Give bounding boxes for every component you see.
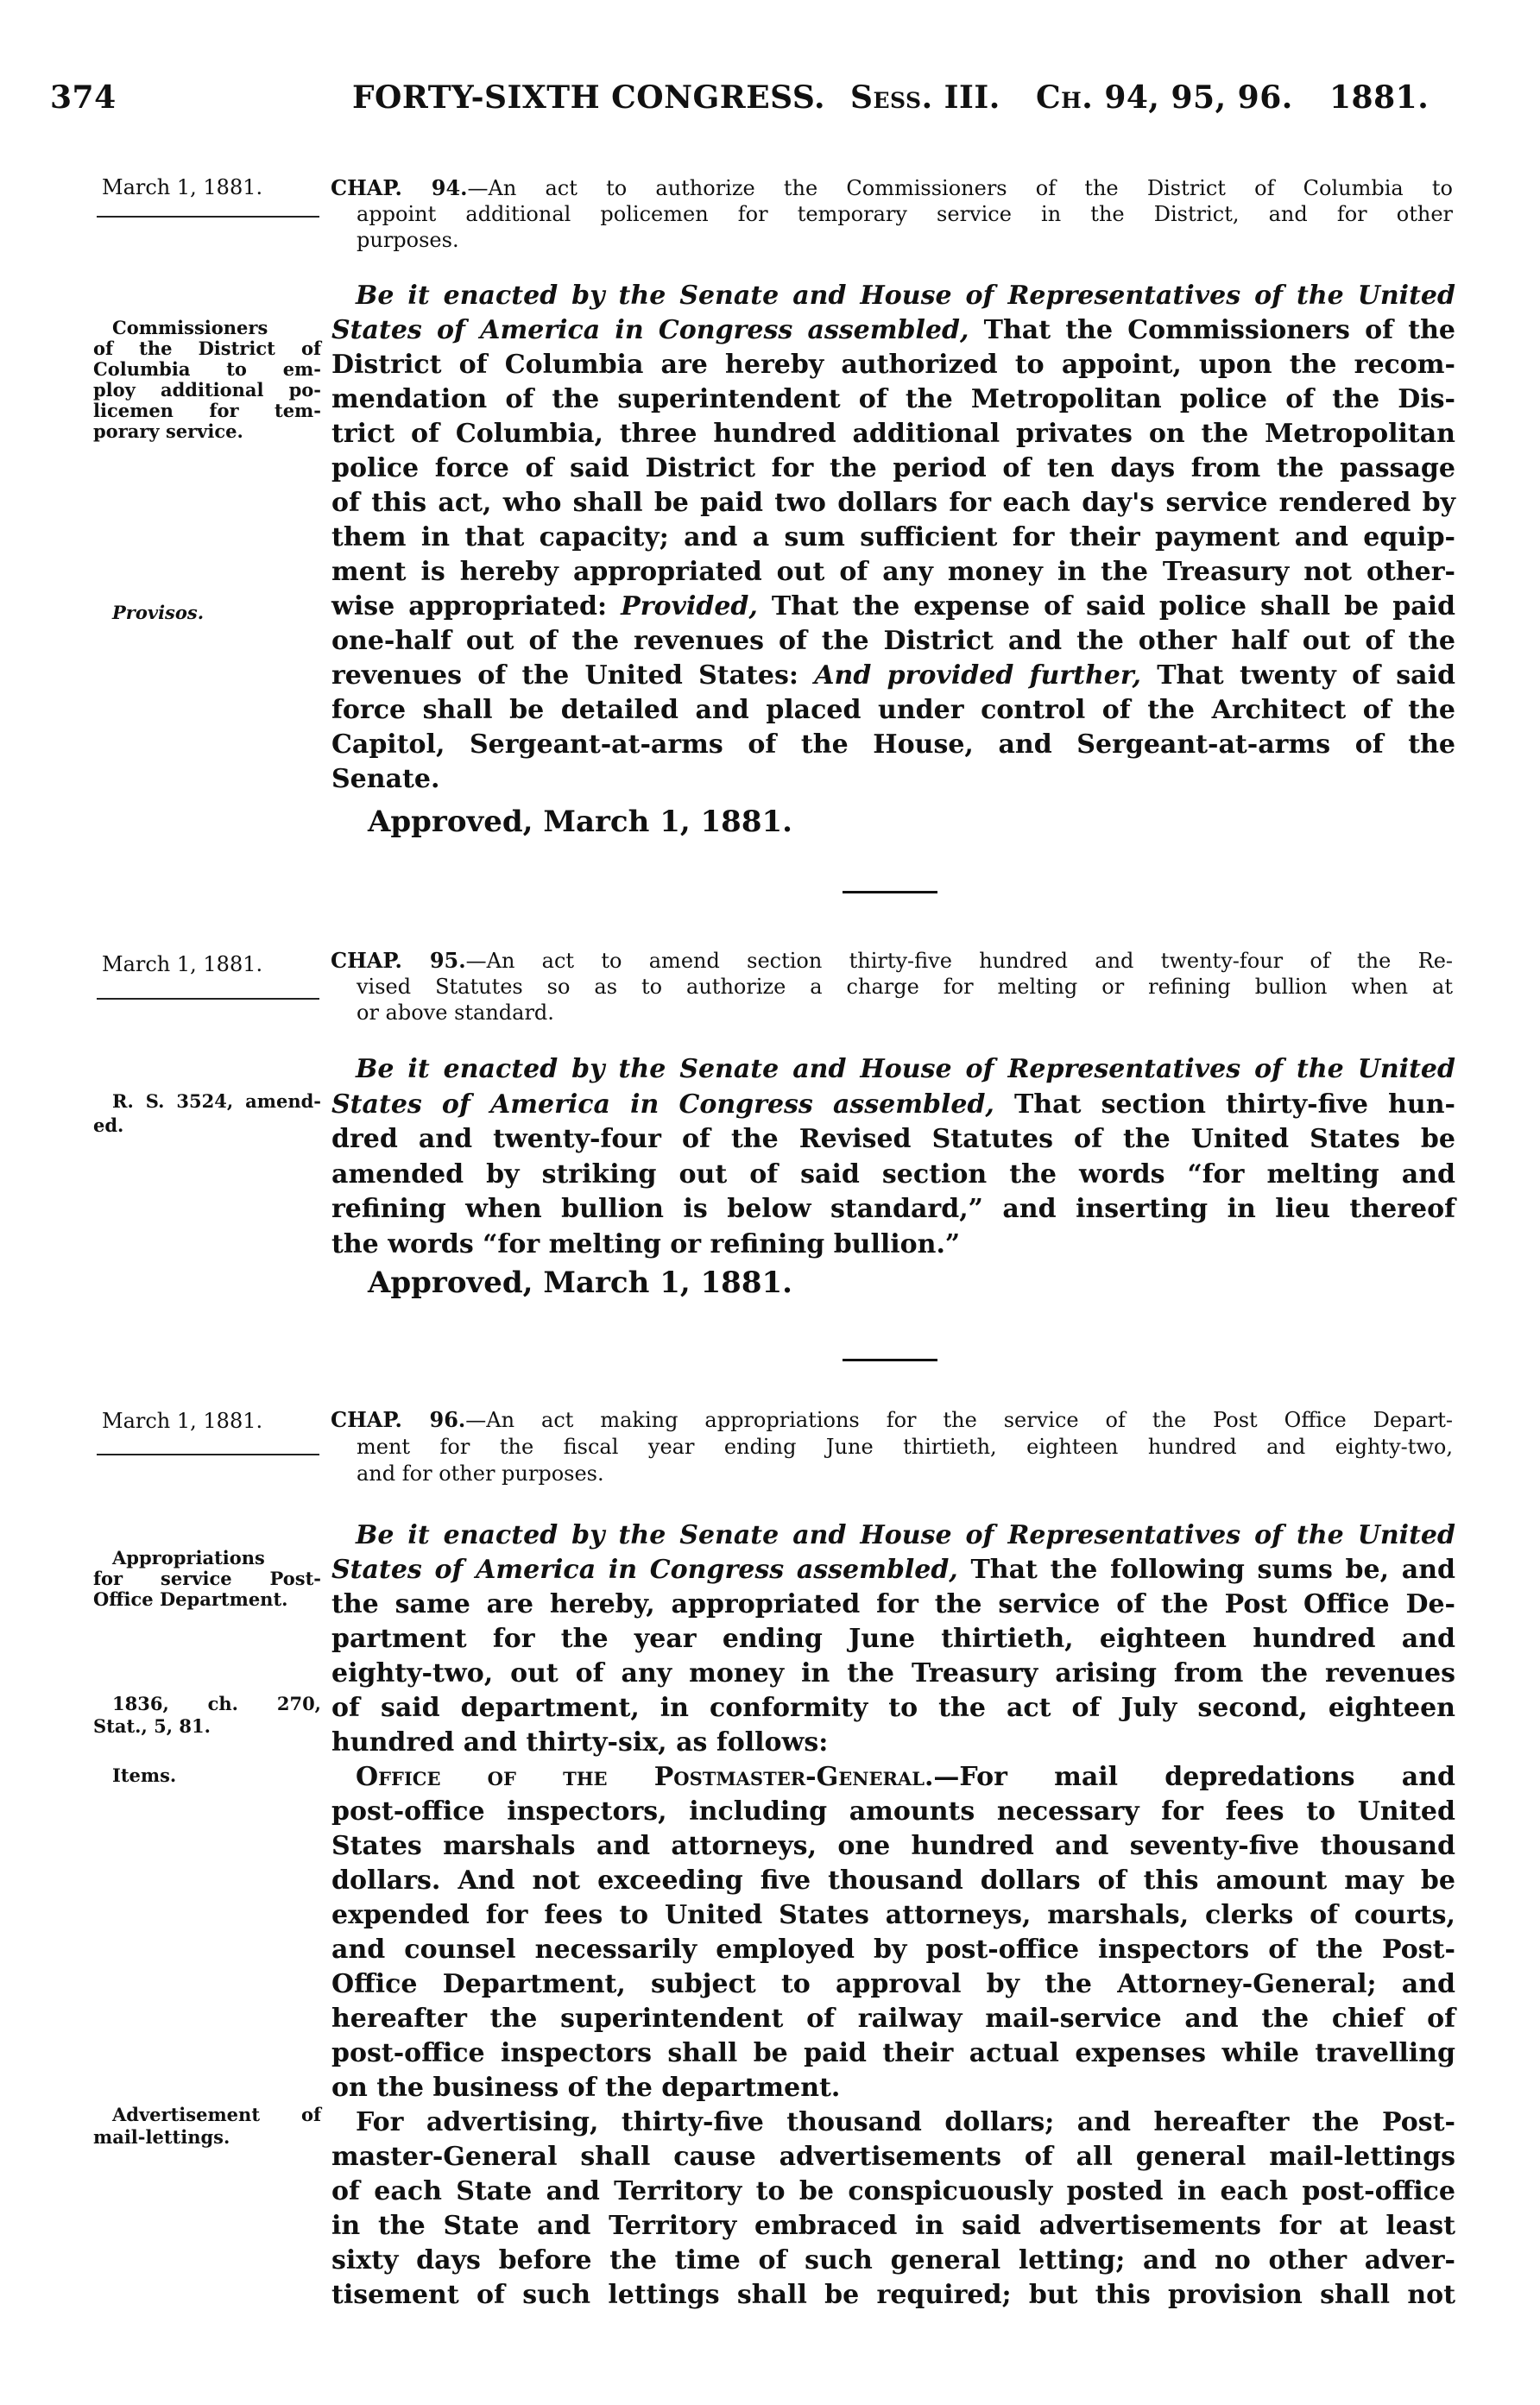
- text-run: and for other purposes.: [357, 1461, 604, 1486]
- text-run: Items.: [112, 1764, 177, 1786]
- text-line: [331, 1407, 1453, 1433]
- text-line: [112, 2105, 321, 2125]
- chapter-number: CHAP. 94.: [331, 175, 468, 200]
- text-line: [356, 1052, 1455, 1087]
- text-line: [356, 1518, 1455, 1553]
- text-run: ed.: [93, 1114, 124, 1136]
- text-run: That twenty of said: [1140, 660, 1455, 691]
- text-line: [331, 417, 1455, 451]
- text-run: revenues of the United States:: [331, 660, 815, 691]
- chapter-95-date: March 1, 1881.: [102, 952, 263, 976]
- text-line: [93, 1716, 321, 1737]
- text-run: partment for the year ending June thirtieth, eighteen hundred and: [331, 1624, 1455, 1654]
- text-run: the same are hereby, appropriated for the service of the Post Office De-: [331, 1589, 1455, 1619]
- page-number: 374: [50, 79, 117, 116]
- text-run: Advertisement of: [112, 2104, 321, 2125]
- text-line: [357, 201, 1453, 227]
- text-line: [356, 1760, 1455, 1795]
- text-run: District of Columbia are hereby authorized to appoint, upon the recom-: [331, 350, 1455, 380]
- text-line: [331, 2036, 1455, 2071]
- chapter-96-date: March 1, 1881.: [102, 1409, 263, 1433]
- text-run: mendation of the superintendent of the Metropolitan police of the Dis-: [331, 384, 1455, 414]
- text-line: [331, 1228, 1455, 1262]
- text-run: force shall be detailed and placed under control of the Architect of the: [331, 695, 1455, 725]
- text-line: [331, 1657, 1455, 1691]
- chapter-number: CHAP. 95.: [331, 948, 466, 973]
- text-run: That the Commissioners of the: [969, 315, 1455, 345]
- text-run: sixty days before the time of such general letting; and no other adver-: [331, 2245, 1455, 2276]
- text-run: Columbia to em-: [93, 358, 321, 380]
- italic-run: Be it enacted by the Senate and House of Representatives of the United: [356, 1054, 1455, 1084]
- text-line: [331, 348, 1455, 382]
- text-line: [356, 279, 1455, 313]
- text-run: purposes.: [357, 228, 459, 252]
- text-run: That section thirty-five hun-: [994, 1089, 1455, 1120]
- text-line: [357, 1434, 1453, 1460]
- text-line: [331, 2209, 1455, 2244]
- italic-run: Be it enacted by the Senate and House of Representatives of the United: [356, 1520, 1455, 1550]
- text-run: For advertising, thirty-five thousand dollars; and hereafter the Post-: [356, 2107, 1455, 2137]
- running-head-year: 1881.: [1329, 79, 1430, 116]
- text-run: States marshals and attorneys, one hundred and seventy-five thousand: [331, 1831, 1455, 1861]
- text-line: [331, 1726, 1455, 1760]
- text-run: master-General shall cause advertisements of all general mail-lettings: [331, 2142, 1455, 2172]
- chapter-divider: [843, 891, 937, 893]
- text-line: [331, 1158, 1455, 1192]
- text-line: [331, 555, 1455, 590]
- text-run: Capitol, Sergeant-at-arms of the House, and Sergeant-at-arms of the: [331, 729, 1455, 760]
- text-run: R. S. 3524, amend-: [112, 1090, 321, 1112]
- text-run: Office Department, subject to approval by the Attorney-General; and: [331, 1969, 1455, 1999]
- text-line: [93, 338, 321, 359]
- text-run: —An act making appropriations for the service of the Post Office Depart-: [465, 1408, 1453, 1432]
- text-run: refining when bullion is below standard,” and inserting in lieu thereof: [331, 1194, 1455, 1224]
- text-line: [93, 1115, 321, 1136]
- text-line: [357, 974, 1453, 1000]
- chapter-95-approved: Approved, March 1, 1881.: [368, 1266, 792, 1300]
- text-run: on the business of the department.: [331, 2073, 841, 2103]
- margin-rule: [97, 216, 319, 218]
- text-run: police force of said District for the period of ten days from the passage: [331, 453, 1455, 483]
- text-run: —An act to amend section thirty-five hundred and twenty-four of the Re-: [465, 949, 1454, 973]
- text-run: ploy additional po-: [93, 379, 321, 401]
- text-line: [357, 227, 1453, 253]
- text-line: [331, 659, 1455, 693]
- text-line: [112, 603, 321, 623]
- text-run: Stat., 5, 81.: [93, 1715, 211, 1737]
- text-run: trict of Columbia, three hundred additional privates on the Metropolitan: [331, 419, 1455, 449]
- text-line: [93, 380, 321, 401]
- text-line: [331, 2002, 1455, 2036]
- text-run: them in that capacity; and a sum sufficient for their payment and equip-: [331, 522, 1455, 552]
- running-head-chapters: Ch. 94, 95, 96.: [1036, 79, 1293, 116]
- text-line: [93, 1569, 321, 1589]
- text-line: [331, 2244, 1455, 2278]
- text-line: [331, 762, 1455, 797]
- text-run: tisement of such lettings shall be required; but this provision shall not: [331, 2280, 1455, 2310]
- text-run: expended for fees to United States attorneys, marshals, clerks of courts,: [331, 1900, 1455, 1930]
- text-line: [93, 359, 321, 380]
- text-line: [331, 2278, 1455, 2313]
- text-line: [331, 948, 1453, 974]
- text-line: [112, 1548, 321, 1569]
- section-heading: Office of the Postmaster-General.: [356, 1762, 934, 1792]
- chapter-divider: [843, 1359, 937, 1361]
- text-run: Office Department.: [93, 1588, 288, 1610]
- text-line: [331, 382, 1455, 417]
- chapter-number: CHAP. 96.: [331, 1407, 466, 1432]
- text-run: —An act to authorize the Commissioners of the District of Columbia to: [467, 176, 1454, 200]
- text-line: [93, 421, 321, 442]
- text-line: [331, 1622, 1455, 1657]
- text-line: [331, 486, 1455, 521]
- text-run: ment for the fiscal year ending June thirtieth, eighteen hundred and eighty-two,: [357, 1435, 1453, 1459]
- text-line: [331, 1088, 1455, 1122]
- text-line: [331, 1588, 1455, 1622]
- text-run: Appropriations: [112, 1547, 265, 1569]
- text-run: post-office inspectors, including amounts necessary for fees to United: [331, 1796, 1455, 1827]
- text-line: [357, 1000, 1453, 1026]
- text-run: 1836, ch. 270,: [112, 1693, 321, 1714]
- text-line: [93, 1589, 321, 1610]
- text-line: [331, 1967, 1455, 2002]
- text-line: [331, 624, 1455, 659]
- text-line: [356, 2105, 1455, 2140]
- text-run: or above standard.: [357, 1001, 554, 1025]
- text-run: appoint additional policemen for temporary service in the District, and for other: [357, 202, 1453, 226]
- text-run: —For mail depredations and: [933, 1762, 1455, 1792]
- text-run: vised Statutes so as to authorize a charge for melting or refining bullion when at: [357, 975, 1453, 999]
- text-line: [331, 313, 1455, 348]
- text-run: wise appropriated:: [331, 591, 622, 622]
- text-line: [331, 175, 1453, 201]
- text-line: [331, 451, 1455, 486]
- text-run: of the District of: [93, 338, 321, 359]
- text-line: [357, 1461, 1453, 1487]
- running-head-session: Sess. III.: [850, 79, 1000, 116]
- text-run: eighty-two, out of any money in the Treasury arising from the revenues: [331, 1658, 1455, 1689]
- text-line: [112, 1091, 321, 1112]
- text-line: [331, 728, 1455, 762]
- text-line: [112, 318, 321, 338]
- text-line: [93, 401, 321, 421]
- text-run: licemen for tem-: [93, 400, 321, 421]
- text-run: Commissioners: [112, 317, 268, 338]
- text-line: [331, 1795, 1455, 1829]
- text-run: of this act, who shall be paid two dollars for each day's service rendered by: [331, 488, 1455, 518]
- italic-run: Provided,: [621, 591, 758, 622]
- text-run: Senate.: [331, 764, 440, 794]
- text-line: [331, 590, 1455, 624]
- italic-run: And provided further,: [814, 660, 1141, 691]
- text-line: [331, 1864, 1455, 1898]
- text-run: of each State and Territory to be conspicuously posted in each post-office: [331, 2176, 1455, 2206]
- italic-run: Provisos.: [112, 602, 205, 623]
- text-run: post-office inspectors shall be paid their actual expenses while travelling: [331, 2038, 1455, 2068]
- text-run: for service Post-: [93, 1568, 321, 1589]
- text-run: and counsel necessarily employed by post-office inspectors of the Post-: [331, 1935, 1455, 1965]
- italic-run: Be it enacted by the Senate and House of Representatives of the United: [356, 281, 1455, 311]
- text-line: [331, 1553, 1455, 1588]
- text-run: hundred and thirty-six, as follows:: [331, 1727, 829, 1758]
- margin-rule: [97, 1454, 319, 1455]
- text-line: [331, 2140, 1455, 2175]
- italic-run: States of America in Congress assembled,: [331, 315, 969, 345]
- text-run: ment is hereby appropriated out of any money in the Treasury not other-: [331, 557, 1455, 587]
- text-line: [331, 1933, 1455, 1967]
- text-line: [331, 1829, 1455, 1864]
- text-run: dollars. And not exceeding five thousand dollars of this amount may be: [331, 1865, 1455, 1896]
- text-line: [331, 521, 1455, 555]
- text-run: porary service.: [93, 420, 243, 442]
- text-line: [112, 1765, 321, 1786]
- italic-run: States of America in Congress assembled,: [331, 1089, 994, 1120]
- text-run: of said department, in conformity to the act of July second, eighteen: [331, 1693, 1455, 1723]
- text-line: [112, 1694, 321, 1714]
- text-run: That the following sums be, and: [957, 1555, 1455, 1585]
- text-line: [331, 2071, 1455, 2105]
- text-run: in the State and Territory embraced in said advertisements for at least: [331, 2211, 1455, 2241]
- chapter-94-date: March 1, 1881.: [102, 175, 263, 199]
- text-line: [331, 2175, 1455, 2209]
- text-run: hereafter the superintendent of railway mail-service and the chief of: [331, 2004, 1455, 2034]
- text-line: [331, 1691, 1455, 1726]
- text-run: mail-lettings.: [93, 2126, 230, 2148]
- italic-run: States of America in Congress assembled,: [331, 1555, 958, 1585]
- text-line: [93, 2127, 321, 2148]
- text-run: amended by striking out of said section the words “for melting and: [331, 1158, 1455, 1190]
- text-line: [331, 1192, 1455, 1227]
- text-run: the words “for melting or refining bullion.”: [331, 1228, 961, 1259]
- text-line: [331, 1122, 1455, 1157]
- text-line: [331, 1898, 1455, 1933]
- chapter-94-approved: Approved, March 1, 1881.: [368, 805, 792, 839]
- text-run: one-half out of the revenues of the District and the other half out of the: [331, 626, 1455, 656]
- margin-rule: [97, 998, 319, 1000]
- text-run: That the expense of said police shall be paid: [757, 591, 1455, 622]
- text-run: dred and twenty-four of the Revised Statutes of the United States be: [331, 1124, 1455, 1154]
- text-line: [331, 693, 1455, 728]
- running-head-congress: FORTY-SIXTH CONGRESS.: [352, 79, 826, 116]
